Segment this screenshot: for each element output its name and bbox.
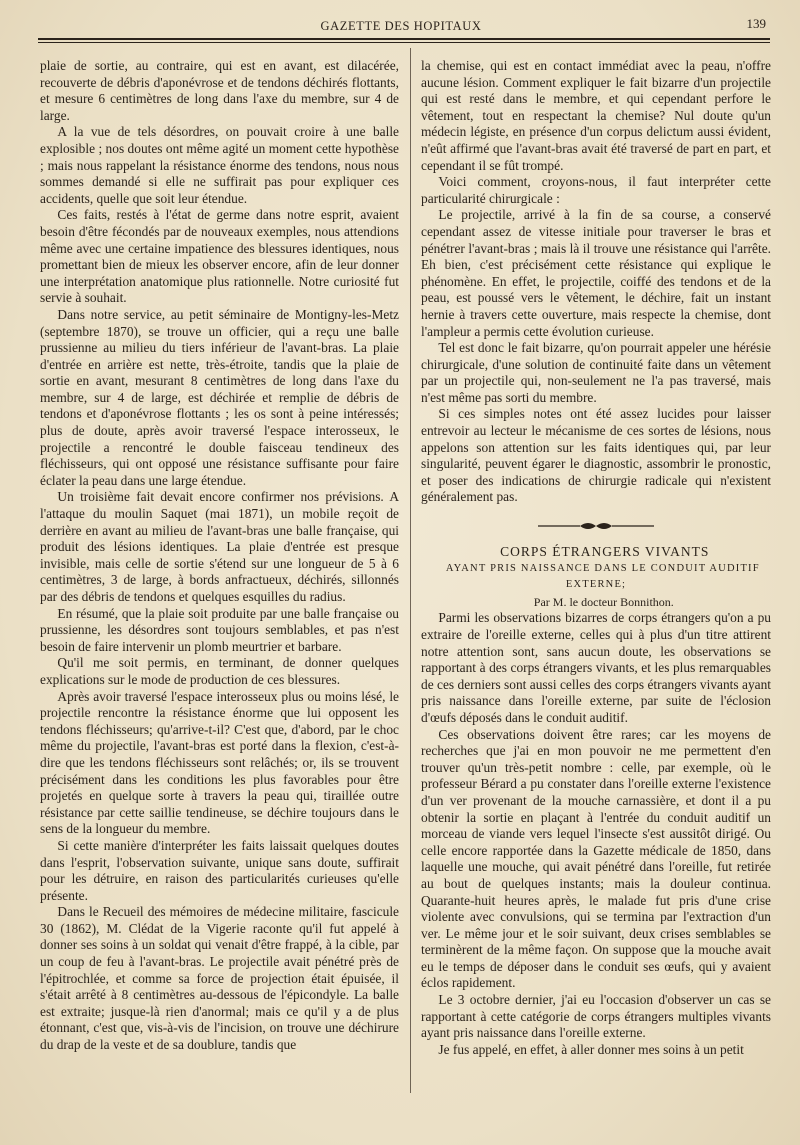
header-rule-thin xyxy=(38,42,770,43)
paragraph: Tel est donc le fait bizarre, qu'on pourrait appeler une hérésie chirurgicale, d'une solution de continuité faite dans un vêtement par un projectile qui, non-seulement ne l'a pas traversé, mais n'est même pas sorti du membre. xyxy=(421,340,771,405)
paragraph: Après avoir traversé l'espace interosseux plus ou moins lésé, le projectile rencontre la résistance énorme que lui opposent les tendons fléchisseurs; qu'arrive-t-il? C'est que, d'abord, par le choc même du projectile, l'avant-bras est porté dans la flexion, c'est-à-dire que les tendons fléchisseurs sont relâchés; or, ils se trouvent précisément dans les conditions les plus favorables pour être projetés en quelque sorte à travers la peau qui, tiraillée outre résistance par cette saillie tendineuse, se déchire toujours dans le sens de la longueur du membre. xyxy=(40,688,399,837)
paragraph: Dans notre service, au petit séminaire de Montigny-les-Metz (septembre 1870), se trouve un officier, qui a reçu une balle prussienne au milieu du tiers inférieur de l'avant-bras. La plaie d'entrée en arrière est nette, très-étroite, tandis que la plaie de sortie en avant, mesurant 8 centimètres de long dans l'axe du membre, sur 4 de large, est déchirée et remplie de débris de tendons et d'aponévrose flottants ; les os sont à peine intéressés; plus de doute, après avoir traversé l'espace interosseux, le projectile a rencontré le double faisceau tendineux des fléchisseurs, qui ont opposé une résistance suffisante pour faire éclater la peau dans une large étendue. xyxy=(40,306,399,488)
right-column xyxy=(421,58,771,1058)
paragraph: plaie de sortie, au contraire, qui est en avant, est dilacérée, recouverte de débris d'aponévrose et de tendons déchirés flottants, et mesure 6 centimètres de long dans l'axe du membre, sur 4 de large. xyxy=(40,58,399,123)
left-column xyxy=(40,58,399,1054)
paragraph: Si ces simples notes ont été assez lucides pour laisser entrevoir au lecteur le mécanisme de ces sortes de lésions, nous appelons son attention sur les faits identiques qui, par leur singularité, peuvent égarer le diagnostic, assombrir le pronostic, et poser des indications de chirurgie radicale qui n'existent généralement pas. xyxy=(421,406,771,505)
paragraph: Un troisième fait devait encore confirmer nos prévisions. A l'attaque du moulin Saquet (mai 1871), un mobile reçoit de derrière en avant au milieu de l'avant-bras une balle française, qui produit des lésions identiques. La plaie d'entrée est presque invisible, mais celle de sortie s'étend sur une longueur de 5 à 6 centimètres, 3 de large, à bords anfractueux, déchirés, sillonnés par des débris de tendons et quelques esquilles du radius. xyxy=(40,489,399,604)
section-title: CORPS ÉTRANGERS VIVANTS xyxy=(500,544,710,560)
paragraph: A la vue de tels désordres, on pouvait croire à une balle explosible ; nos doutes ont même agité un moment cette hypothèse ; mais nous rappelant la résistance énorme des tendons, nous nous sommes demandé si elle ne suffirait pas pour expliquer ces accidents, quelle que soit leur étendue. xyxy=(40,124,399,206)
section-ornament xyxy=(536,520,656,532)
publication-title: GAZETTE DES HOPITAUX xyxy=(320,19,482,33)
paragraph: Voici comment, croyons-nous, il faut interpréter cette particularité chirurgicale : xyxy=(421,174,771,206)
paragraph: Le projectile, arrivé à la fin de sa course, a conservé cependant assez de vitesse initiale pour traverser le bras et pénétrer l'avant-bras ; mais là il trouve une résistance qui l'arrête. Eh bien, c'est précisément cette résistance qui explique le phénomène. En effet, le projectile, coiffé des tendons et de la peau, est poussé vers le vêtement, le déchire, fait un instant hernie à travers cette ouverture, mais respecte la chemise, dont l'ampleur a permis cette évolution curieuse. xyxy=(421,207,771,339)
paragraph: Je fus appelé, en effet, à aller donner mes soins à un petit xyxy=(438,1041,744,1057)
author-byline: Par M. le docteur Bonnithon. xyxy=(533,594,674,609)
section-subtitle: AYANT PRIS NAISSANCE DANS LE CONDUIT AUDITIF EXTERNE; xyxy=(445,562,760,591)
paragraph: Parmi les observations bizarres de corps étrangers qu'on a pu extraire de l'oreille externe, celles qui à plus d'un titre attirent notre attention sont, sans aucun doute, les observations se rapportant à des corps étrangers vivants, et les plus remarquables de ces derniers sont aussi celles des corps étrangers vivants ayant pris naissance dans l'oreille externe, par suite de l'éclosion d'œufs déposés dans le conduit auditif. xyxy=(421,610,771,725)
paragraph: Ces observations doivent être rares; car les moyens de recherches que j'ai en mon pouvoir ne me permettent d'en trouver qu'un très-petit nombre : celle, par exemple, où le professeur Bérard a pu constater dans l'oreille externe l'existence d'un ver provenant de la mouche carnassière, et dont il a pu obtenir la sortie en plaçant à l'entrée du conduit auditif un morceau de viande vers lequel l'insecte s'est aussitôt dirigé. Ou celle encore rapportée dans la Gazette médicale de 1850, dans laquelle une mouche, qui avait pénétré dans l'oreille, fut retirée au bout de quelques instants; mais la douleur continua. Quarante-huit heures après, le malade fut pris d'une crise violente avec convulsions, qui se termina par l'extraction d'un ver. Le même jour et le soir suivant, deux crises semblables se terminèrent de la même façon. On suppose que la mouche avait eu le temps de déposer dans le conduit ses œufs, qui y avaient éclos rapidement. xyxy=(421,726,771,991)
page-number: 139 xyxy=(746,16,766,31)
paragraph: Le 3 octobre dernier, j'ai eu l'occasion d'observer un cas se rapportant à cette catégorie de corps étrangers multiples vivants ayant pris naissance dans l'oreille externe. xyxy=(421,992,771,1041)
paragraph: Si cette manière d'interpréter les faits laissait quelques doutes dans l'esprit, l'observation suivante, unique sans doute, suffirait pour les détruire, en raison des particularités curieuses qu'elle présente. xyxy=(40,837,399,903)
page-header xyxy=(32,16,770,38)
header-rule-thick xyxy=(38,38,770,40)
paragraph: Qu'il me soit permis, en terminant, de donner quelques explications sur le mode de production de ces blessures. xyxy=(40,655,399,687)
paragraph: En résumé, que la plaie soit produite par une balle française ou prussienne, les désordres sont toujours semblables, et pas n'est besoin de faire intervenir un plomb meurtrier et barbare. xyxy=(40,605,399,654)
paragraph: Dans le Recueil des mémoires de médecine militaire, fascicule 30 (1862), M. Clédat de la Vigerie raconte qu'il fut appelé à donner ses soins à un soldat qui venait d'être frappé, à la cible, par un coup de feu à l'avant-bras. Le projectile avait pénétré près de l'épitrochlée, et comme sa force de projection était épuisée, il s'était arrêté à 8 centimètres au-dessous de l'épicondyle. La balle est extraite; jusque-là rien d'anormal; mais ce qu'il y a de plus étonnant, c'est que, vis-à-vis de l'incision, on trouve une déchirure du drap de la veste et de sa doublure, tandis que xyxy=(40,904,399,1053)
paragraph: Ces faits, restés à l'état de germe dans notre esprit, avaient besoin d'être fécondés par de nouveaux exemples, nous attendions même avec une certaine impatience des blessures identiques, nous promettant bien de mieux les observer encore, afin de leur donner une interprétation anatomique plus rationnelle. Notre curiosité fut servie à souhait. xyxy=(40,207,399,306)
column-divider xyxy=(410,48,411,1093)
paragraph: la chemise, qui est en contact immédiat avec la peau, n'offre aucune lésion. Comment expliquer le fait bizarre d'un projectile qui est resté dans le membre, et qui cependant perfore le vêtement, tout en respectant la chemise? Nul doute qu'un médecin légiste, en présence d'un corpus delictum aussi évident, n'eût affirmé que l'avant-bras avait été traversé de part en part, et cependant il se fût trompé. xyxy=(421,58,771,173)
